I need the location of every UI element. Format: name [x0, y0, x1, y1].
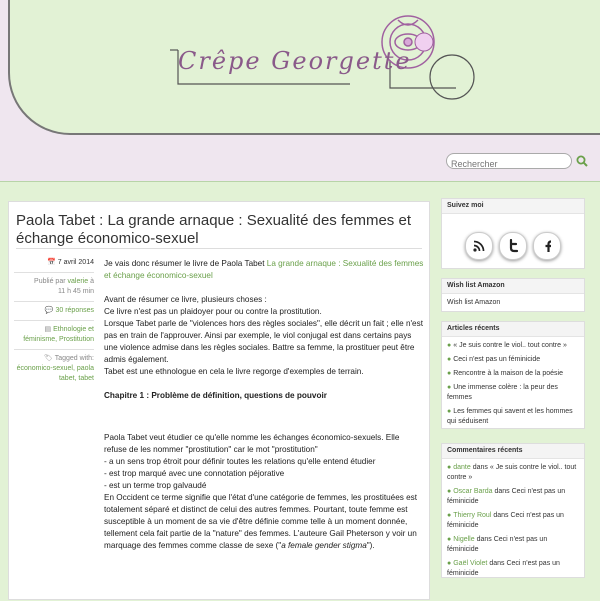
comment-item: ● Thierry Roul dans Ceci n'est pas un féminicide — [447, 512, 564, 529]
author-link[interactable]: valerie — [67, 278, 89, 285]
comment-item: ● Gaël Violet dans Ceci n'est pas un féminicide — [447, 560, 560, 577]
post-card — [8, 201, 430, 600]
recent-post-item[interactable]: ● Une immense colère : la peur des femmes — [447, 384, 558, 401]
widget-title: Commentaires récents — [442, 444, 584, 459]
calendar-icon: 📅 — [47, 259, 56, 266]
comment-item: ● Nigelle dans Ceci n'est pas un féminicide — [447, 536, 548, 553]
widget-title: Suivez moi — [442, 199, 584, 214]
tags-link[interactable]: économico-sexuel, paola tabet, tabet — [16, 365, 94, 382]
recent-post-item[interactable]: ● Ceci n'est pas un féminicide — [447, 356, 541, 363]
comment-item: ● Oscar Barda dans Ceci n'est pas un féminicide — [447, 488, 566, 505]
chapter-heading: Chapitre 1 : Problème de définition, questions de pouvoir — [104, 391, 327, 400]
twitter-icon[interactable] — [499, 232, 527, 260]
follow-widget — [441, 198, 585, 269]
categories-link[interactable]: Ethnologie et féminisme, Prostitution — [23, 326, 94, 343]
recent-post-item[interactable]: ● Rencontre à la maison de la poésie — [447, 370, 563, 377]
responses-link[interactable]: 30 réponses — [55, 307, 94, 314]
rss-icon[interactable] — [465, 232, 493, 260]
book-link[interactable]: La grande arnaque : Sexualité des femmes et échange économico-sexuel — [104, 259, 424, 280]
recent-post-item[interactable]: ● Les femmes qui savent et les hommes qui séduisent — [447, 408, 573, 425]
post-date: 7 avril 2014 — [57, 259, 94, 266]
search-box[interactable] — [446, 153, 572, 169]
facebook-icon[interactable] — [533, 232, 561, 260]
comment-item: ● dante dans « Je suis contre le viol.. tout contre » — [447, 464, 577, 481]
post-time: 11 h 45 min — [57, 288, 94, 295]
header-banner — [8, 0, 600, 135]
widget-title: Articles récents — [442, 322, 584, 337]
divider — [16, 248, 422, 249]
search-icon[interactable] — [576, 155, 588, 167]
wishlist-link[interactable]: Wish list Amazon — [447, 299, 501, 306]
widget-title: Wish list Amazon — [442, 279, 584, 294]
site-logo[interactable]: Crêpe Georgette — [178, 47, 412, 75]
search-input[interactable] — [447, 157, 569, 171]
post-title[interactable]: Paola Tabet : La grande arnaque : Sexualité des femmes et échange économico-sexuel — [16, 212, 411, 247]
post-body: Je vais donc résumer le livre de Paola Tabet La grande arnaque : Sexualité des femmes et échange économico-sexuel Avant de résumer ce livre, plusieurs choses : Ce livre n'est pas un plaidoyer pour ou contre la prostitution. Lorsque Tabet parle de "violences hors des règles sociales", elle décrit un fait ; elle n'est pas en train de l'approuver. Ainsi par exemple, le viol conjugal est dans certains pays une violence admise dans les règles sociales. Battre sa femme, la prostituer peut être admis également. Tabet est une ethnologue en cela le livre regorge d'exemples de terrain. Chapitre 1 : Problème de définition, questions de pouvoir Paola Tabet veut étudier ce qu'elle nomme les échanges économico-sexuels. Elle refuse de les nommer "prostitution" car le mot "prostitution" - a un sens trop étroit pour définir toutes les relations qu'elle entend étudier - est trop marqué avec une connotation péjorative - est un terme trop galvaudé En Occident ce terme signifie que l'état d'une catégorie de femmes, les prostituées est totalement séparé et distinct de celui des autres femmes. Pourtant, toute femme est susceptible à un moment de sa vie d'être définie comme telle à un moment donnée, tellement cela fait partie de la "nature" des femmes. L'auteure Gail Pheterson y voir un marquage des femmes comme classe de sexe ("a female gender stigma"). — [104, 259, 424, 550]
recent-post-item[interactable]: ● « Je suis contre le viol.. tout contre » — [447, 342, 567, 349]
folder-icon: ▤ — [44, 326, 52, 333]
tag-icon: 🏷 — [43, 355, 53, 362]
comment-icon: 💬 — [44, 307, 54, 314]
post-meta: 📅 7 avril 2014 Publié par valerie à 11 h 45 min 💬 30 réponses ▤ Ethnologie et féminisme, Prostitution 🏷 Tagged with: économico-sexuel, paola tabet, tabet — [14, 258, 94, 384]
wishlist-widget — [441, 278, 585, 312]
recent-posts-widget — [441, 321, 585, 429]
recent-comments-widget — [441, 443, 585, 578]
